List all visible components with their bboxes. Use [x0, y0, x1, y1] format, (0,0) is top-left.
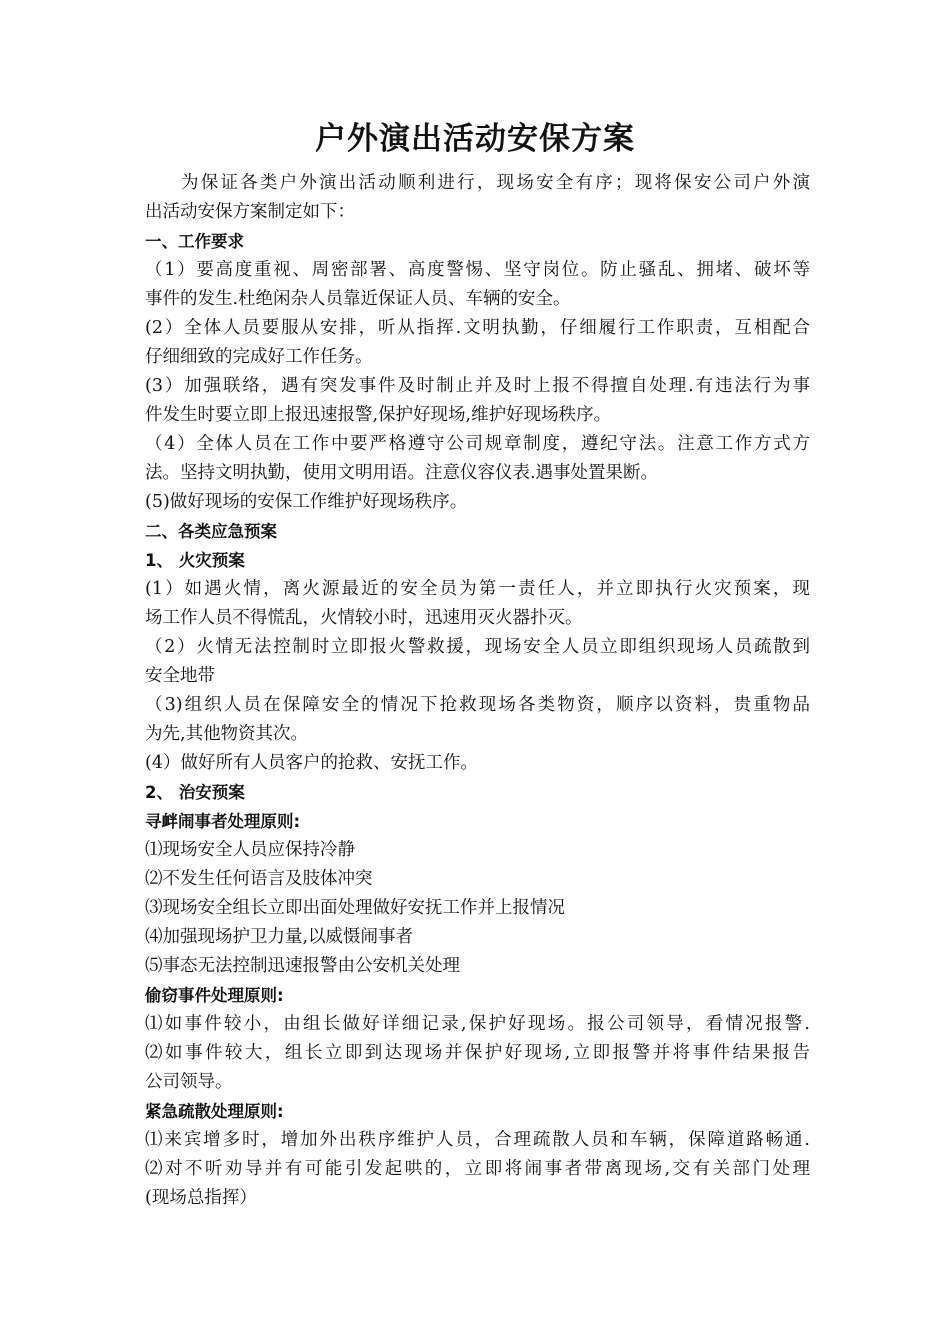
paragraph-line: (4）做好所有人员客户的抢救、安抚工作。 [145, 753, 478, 773]
list-item: ⑸事态无法控制迅速报警由公安机关处理 [145, 956, 460, 976]
paragraph-line: （3)组织人员在保障安全的情况下抢救现场各类物资，顺序以资料，贵重物品 [145, 695, 810, 715]
paragraph-line: 事件的发生.杜绝闲杂人员靠近保证人员、车辆的安全。 [145, 289, 571, 309]
list-item: ⑷加强现场护卫力量,以威慑闹事者 [145, 927, 414, 947]
paragraph-line: 件发生时要立即上报迅速报警,保护好现场,维护好现场秩序。 [145, 405, 612, 425]
paragraph-line: (3）加强联络，遇有突发事件及时制止并及时上报不得擅自处理.有违法行为事 [145, 376, 810, 396]
paragraph-line: 为先,其他物资其次。 [145, 724, 309, 744]
list-item: ⑴如事件较小，由组长做好详细记录,保护好现场。报公司领导，看情况报警. [145, 1014, 810, 1034]
list-item: ⑵不发生任何语言及肢体冲突 [145, 869, 373, 889]
paragraph-line: （2）火情无法控制时立即报火警救援，现场安全人员立即组织现场人员疏散到 [145, 637, 810, 657]
document-body [145, 169, 810, 1213]
principle-heading-evacuation: 紧急疏散处理原则: [145, 1102, 284, 1121]
paragraph-line: 法。坚持文明执勤，使用文明用语。注意仪容仪表.遇事处置果断。 [145, 463, 659, 483]
list-item: ⑵对不听劝导并有可能引发起哄的，立即将闹事者带离现场,交有关部门处理 [145, 1159, 810, 1179]
paragraph-line: (5)做好现场的安保工作维护好现场秩序。 [145, 492, 468, 512]
paragraph-line: （1）要高度重视、周密部署、高度警惕、坚守岗位。防止骚乱、拥堵、破坏等 [145, 260, 810, 280]
principle-heading-provocation: 寻衅闹事者处理原则: [145, 812, 301, 831]
paragraph-line: （4）全体人员在工作中要严格遵守公司规章制度，遵纪守法。注意工作方式方 [145, 434, 810, 454]
paragraph-line: 场工作人员不得慌乱，火情较小时，迅速用灭火器扑灭。 [145, 608, 583, 628]
paragraph-line: 仔细细致的完成好工作任务。 [145, 347, 373, 367]
paragraph-line: (2）全体人员要服从安排，听从指挥.文明执勤，仔细履行工作职责，互相配合 [145, 318, 810, 338]
list-item: ⑴来宾增多时，增加外出秩序维护人员，合理疏散人员和车辆，保障道路畅通. [145, 1130, 810, 1150]
section-heading-emergency-plans: 二、各类应急预案 [145, 522, 277, 541]
list-item: (现场总指挥） [145, 1188, 257, 1208]
intro-line: 为保证各类户外演出活动顺利进行，现场安全有序；现将保安公司户外演 [181, 173, 810, 193]
list-item: 公司领导。 [145, 1072, 233, 1092]
subsection-heading-security: 2、 治安预案 [145, 783, 245, 802]
paragraph-line: (1）如遇火情，离火源最近的安全员为第一责任人，并立即执行火灾预案，现 [145, 579, 810, 599]
section-heading-work-requirements: 一、工作要求 [145, 232, 244, 251]
list-item: ⑴现场安全人员应保持冷静 [145, 840, 355, 860]
paragraph-line: 安全地带 [145, 666, 215, 686]
subsection-heading-fire: 1、 火灾预案 [145, 551, 245, 570]
intro-line: 出活动安保方案制定如下： [145, 202, 355, 222]
list-item: ⑵如事件较大，组长立即到达现场并保护好现场,立即报警并将事件结果报告 [145, 1043, 810, 1063]
principle-heading-theft: 偷窃事件处理原则: [145, 986, 284, 1005]
document-title: 户外演出活动安保方案 [315, 121, 635, 157]
list-item: ⑶现场安全组长立即出面处理做好安抚工作并上报情况 [145, 898, 565, 918]
